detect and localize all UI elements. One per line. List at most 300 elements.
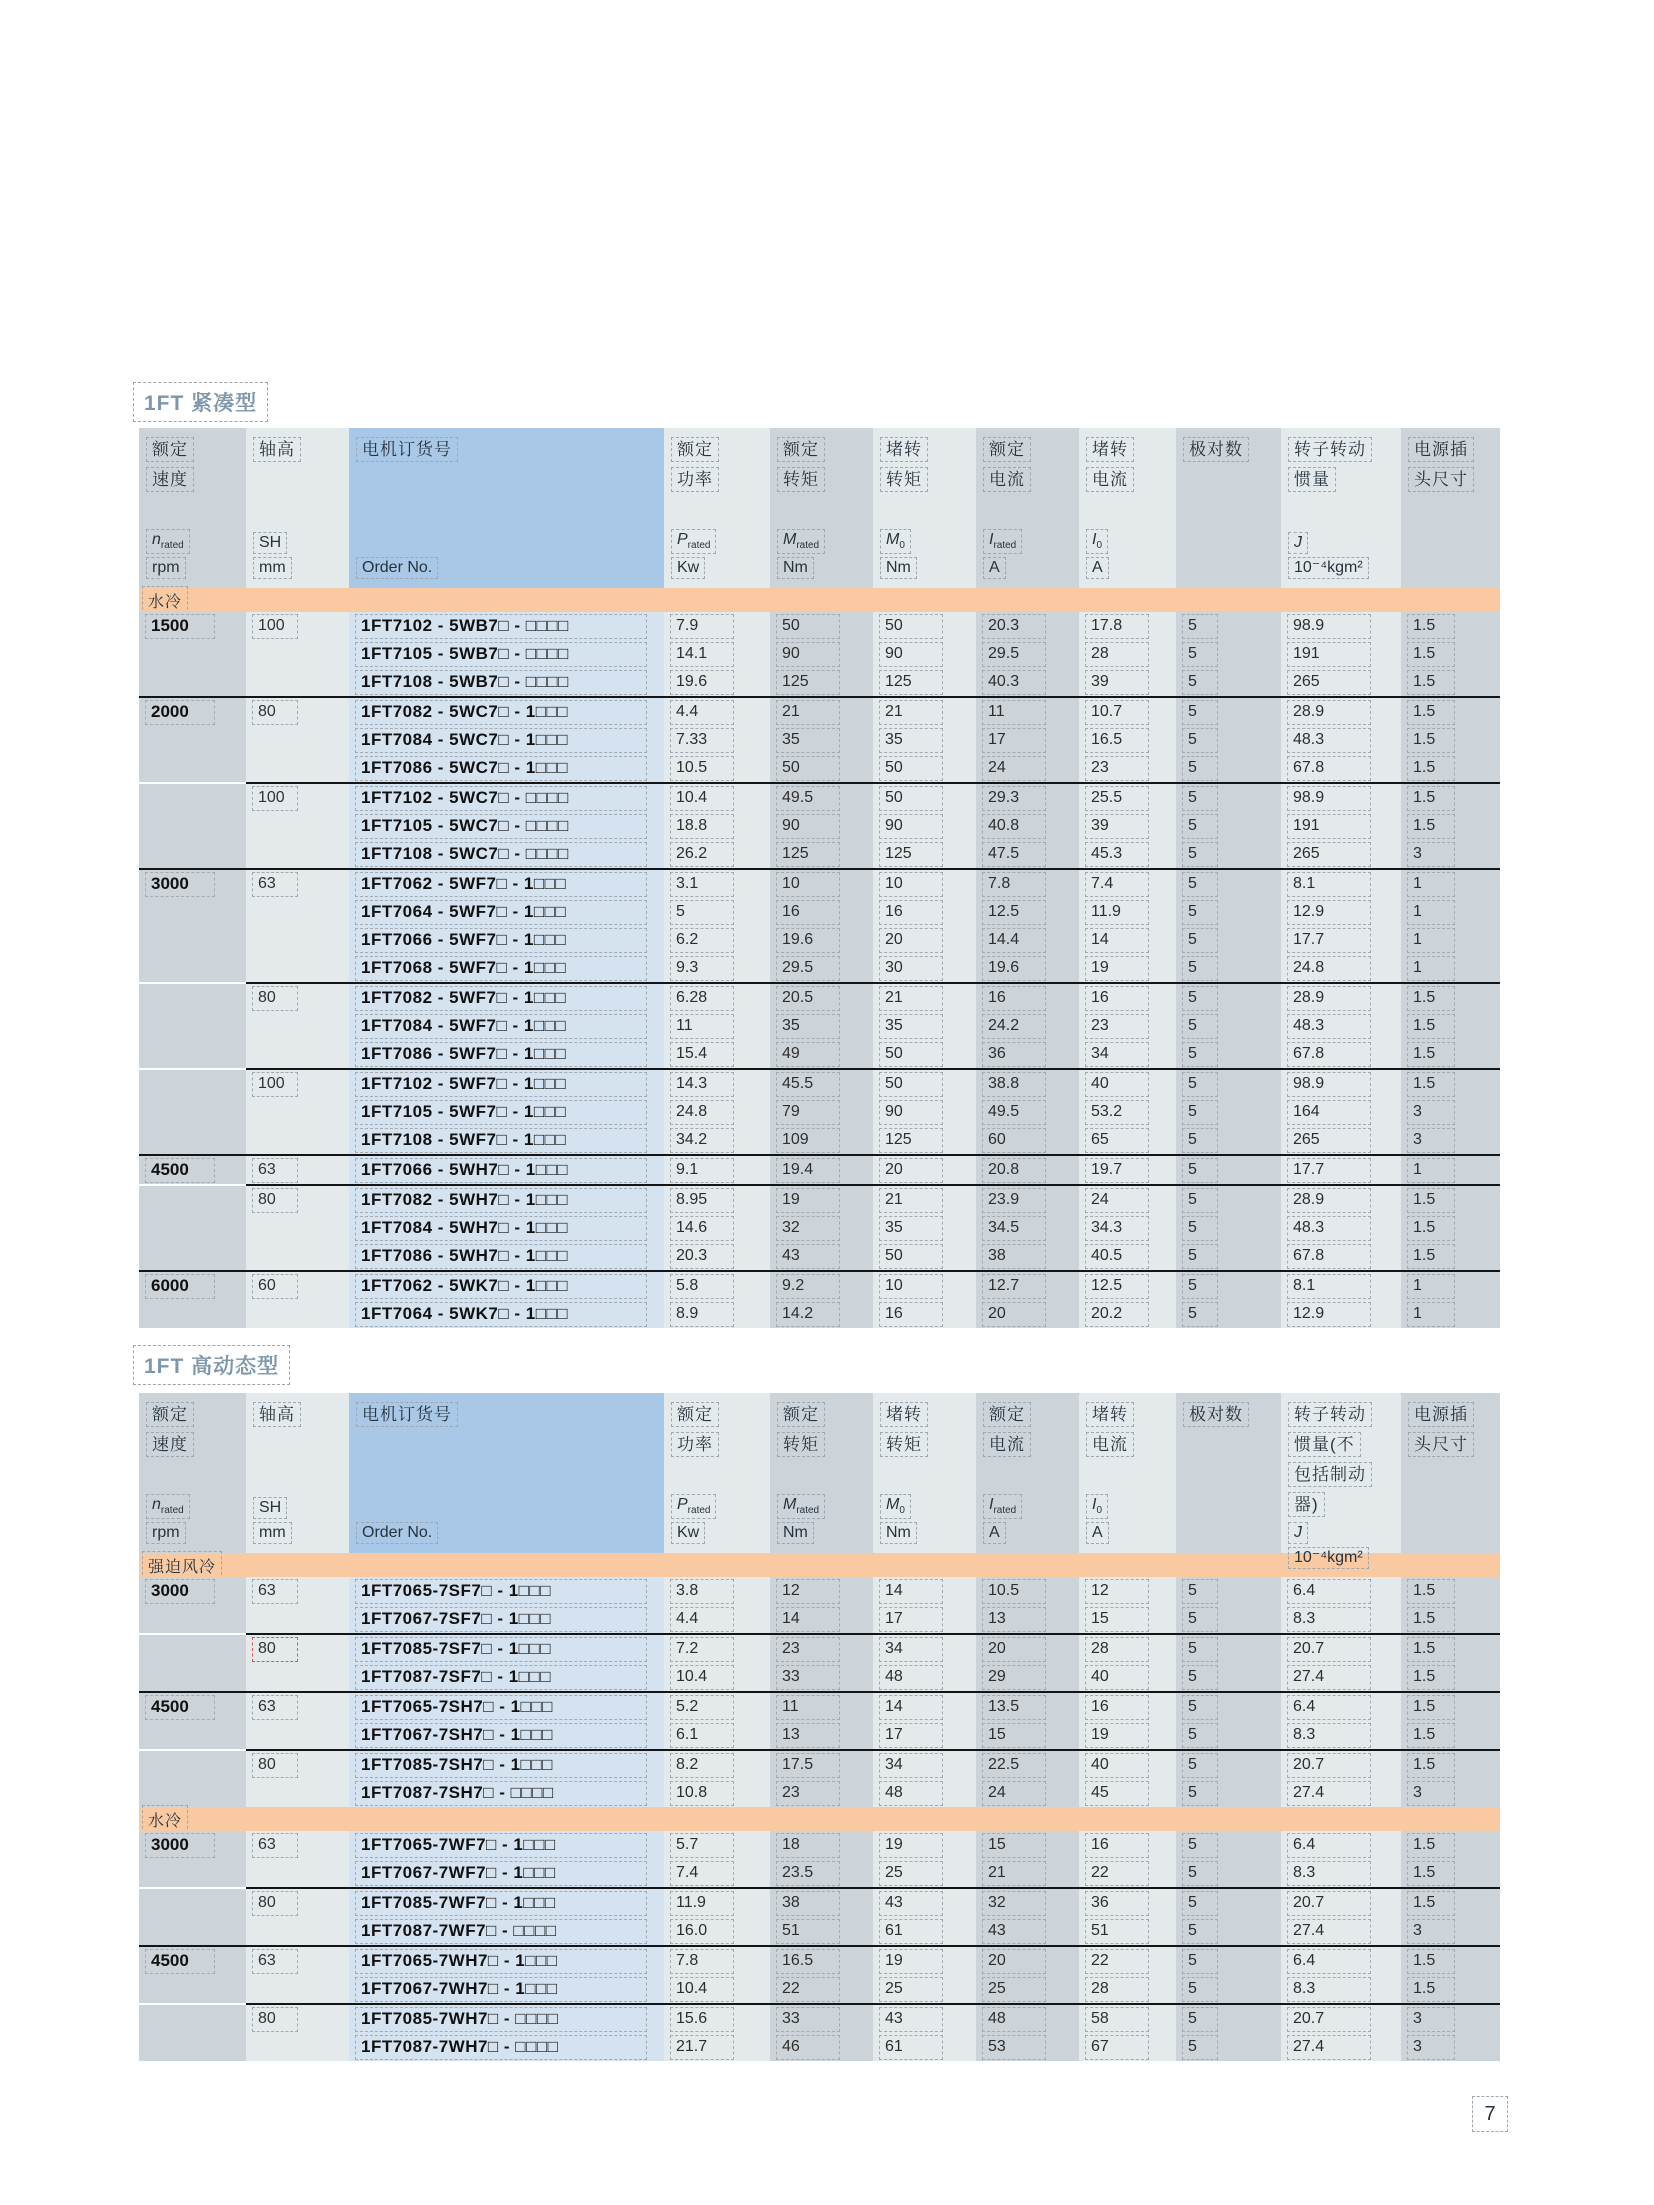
table-cell xyxy=(1079,726,1176,754)
order-no-value: 1FT7068 - 5WF7□ - 1□□□ xyxy=(355,956,647,981)
header-label-zh xyxy=(253,1402,347,1432)
table-cell xyxy=(139,668,246,696)
table-cell xyxy=(246,1721,349,1749)
spec-value: 24 xyxy=(982,756,1046,781)
spec-value: 14 xyxy=(776,1607,840,1632)
header-zh-text: 轴高 xyxy=(253,1402,301,1427)
spec-value: 9.1 xyxy=(670,1158,734,1183)
spec-value: 90 xyxy=(879,814,943,839)
spec-value: 1.5 xyxy=(1407,1244,1455,1269)
table-cell xyxy=(1281,1156,1401,1184)
table-cell xyxy=(664,1577,770,1605)
table-cell xyxy=(976,2005,1079,2033)
header-label-zh xyxy=(1086,437,1174,497)
spec-value: 1.5 xyxy=(1407,1891,1455,1916)
table-cell xyxy=(139,1663,246,1691)
table-row xyxy=(139,2033,1500,2061)
table-row xyxy=(139,668,1500,696)
table-row xyxy=(139,726,1500,754)
speed-value: 6000 xyxy=(145,1274,215,1299)
table-cell xyxy=(770,898,873,926)
spec-value: 5 xyxy=(1182,1014,1218,1039)
table-cell xyxy=(976,698,1079,726)
table-cell xyxy=(139,898,246,926)
spec-value: 19.4 xyxy=(776,1158,840,1183)
table-cell xyxy=(139,1577,246,1605)
order-no-value: 1FT7064 - 5WF7□ - 1□□□ xyxy=(355,900,647,925)
table-cell xyxy=(770,1975,873,2003)
header-zh-text: 电流 xyxy=(983,467,1031,492)
table-row xyxy=(139,1917,1500,1945)
spec-value: 50 xyxy=(879,1244,943,1269)
table-cell xyxy=(1176,1040,1281,1068)
table-cell xyxy=(664,668,770,696)
table-cell xyxy=(139,1186,246,1214)
spec-value: 8.3 xyxy=(1287,1861,1371,1886)
spec-value: 12.5 xyxy=(1085,1274,1149,1299)
table-cell xyxy=(246,612,349,640)
spec-value: 61 xyxy=(879,2035,943,2060)
table-cell xyxy=(664,1272,770,1300)
spec-value: 1.5 xyxy=(1407,1607,1455,1632)
table-cell xyxy=(1281,612,1401,640)
table-cell xyxy=(976,1859,1079,1887)
header-unit: A xyxy=(1086,557,1109,579)
table-cell xyxy=(1401,754,1500,782)
table-cell xyxy=(976,870,1079,898)
table-cell xyxy=(246,1947,349,1975)
spec-value: 7.2 xyxy=(670,1637,734,1662)
table-cell xyxy=(1401,1917,1500,1945)
table-cell xyxy=(976,1751,1079,1779)
table-cell xyxy=(349,1635,664,1663)
table-cell xyxy=(976,1186,1079,1214)
spec-value: 27.4 xyxy=(1287,2035,1371,2060)
header-label-zh xyxy=(1408,437,1498,497)
spec-value: 15.6 xyxy=(670,2007,734,2032)
spec-value: 1 xyxy=(1407,1302,1455,1327)
order-no-value: 1FT7102 - 5WB7□ - □□□□ xyxy=(355,614,647,639)
table-row xyxy=(139,1663,1500,1691)
header-zh-text: 额定 xyxy=(777,1402,825,1427)
table-cell xyxy=(1281,1214,1401,1242)
order-no-value: 1FT7065-7SF7□ - 1□□□ xyxy=(355,1579,647,1604)
table-cell xyxy=(1401,870,1500,898)
table-cell xyxy=(1176,754,1281,782)
table-cell xyxy=(1281,726,1401,754)
table-cell xyxy=(664,784,770,812)
spec-value: 1.5 xyxy=(1407,1977,1455,2002)
order-no-value: 1FT7108 - 5WB7□ - □□□□ xyxy=(355,670,647,695)
table-cell xyxy=(873,612,976,640)
spec-value: 25 xyxy=(879,1977,943,2002)
header-zh-text: 堵转 xyxy=(1086,437,1134,462)
order-no-value: 1FT7087-7SF7□ - 1□□□ xyxy=(355,1665,647,1690)
header-symbol: Order No. xyxy=(356,557,438,579)
table-cell xyxy=(139,1859,246,1887)
spec-value: 1 xyxy=(1407,1274,1455,1299)
table-row xyxy=(139,1889,1500,1917)
spec-value: 17.5 xyxy=(776,1753,840,1778)
speed-value: 4500 xyxy=(145,1949,215,1974)
spec-value: 7.8 xyxy=(982,872,1046,897)
spec-value: 5 xyxy=(1182,1274,1218,1299)
header-symbols xyxy=(253,1497,347,1547)
spec-value: 5 xyxy=(1182,928,1218,953)
table-cell xyxy=(139,1947,246,1975)
spec-value: 33 xyxy=(776,2007,840,2032)
table-cell xyxy=(1281,1635,1401,1663)
table-cell xyxy=(1079,698,1176,726)
spec-value: 3.1 xyxy=(670,872,734,897)
table-cell xyxy=(139,954,246,982)
table-cell xyxy=(1401,1070,1500,1098)
spec-value: 18 xyxy=(776,1833,840,1858)
table-cell xyxy=(873,984,976,1012)
section-label: 水冷 xyxy=(142,1805,188,1834)
spec-value: 5 xyxy=(1182,756,1218,781)
spec-value: 1.5 xyxy=(1407,1188,1455,1213)
order-no-value: 1FT7067-7WH7□ - 1□□□ xyxy=(355,1977,647,2002)
spec-value: 67 xyxy=(1085,2035,1149,2060)
spec-value: 11 xyxy=(982,700,1046,725)
header-symbols xyxy=(1288,532,1399,582)
table-cell xyxy=(349,612,664,640)
table-cell xyxy=(873,1242,976,1270)
spec-value: 10 xyxy=(776,872,840,897)
table-cell xyxy=(1079,1605,1176,1633)
table-cell xyxy=(139,1040,246,1068)
shaft-height-value: 63 xyxy=(252,1579,298,1604)
header-label-zh xyxy=(1408,1402,1498,1462)
header-cell xyxy=(1079,1393,1176,1553)
table-row xyxy=(139,1156,1500,1184)
table-cell xyxy=(664,1831,770,1859)
header-label-zh xyxy=(1183,1402,1279,1432)
table-cell xyxy=(139,1917,246,1945)
table-cell xyxy=(1176,984,1281,1012)
spec-value: 17 xyxy=(879,1723,943,1748)
table-cell xyxy=(873,954,976,982)
spec-value: 14 xyxy=(879,1579,943,1604)
spec-value: 1.5 xyxy=(1407,728,1455,753)
header-cell xyxy=(1401,1393,1500,1553)
spec-value: 6.28 xyxy=(670,986,734,1011)
table-cell xyxy=(1079,1635,1176,1663)
table-cell xyxy=(873,1779,976,1807)
header-label-zh xyxy=(1086,1402,1174,1462)
table-cell xyxy=(246,2005,349,2033)
spec-value: 1.5 xyxy=(1407,700,1455,725)
shaft-height-value: 80 xyxy=(252,700,298,725)
spec-value: 20 xyxy=(982,1637,1046,1662)
header-zh-text: 额定 xyxy=(146,1402,194,1427)
table-cell xyxy=(664,898,770,926)
speed-group xyxy=(139,1270,1500,1328)
table-cell xyxy=(1079,754,1176,782)
table-cell xyxy=(139,1156,246,1184)
order-no-value: 1FT7085-7SH7□ - 1□□□ xyxy=(355,1753,647,1778)
table-cell xyxy=(1401,1577,1500,1605)
header-zh-text: 堵转 xyxy=(880,1402,928,1427)
spec-value: 98.9 xyxy=(1287,614,1371,639)
table-cell xyxy=(770,926,873,954)
table-cell xyxy=(873,1098,976,1126)
spec-value: 10 xyxy=(879,1274,943,1299)
spec-value: 40.3 xyxy=(982,670,1046,695)
spec-value: 11.9 xyxy=(670,1891,734,1916)
table-cell xyxy=(246,784,349,812)
table-cell xyxy=(246,1098,349,1126)
spec-value: 40.5 xyxy=(1085,1244,1149,1269)
header-symbols xyxy=(146,1494,244,1547)
order-no-value: 1FT7086 - 5WF7□ - 1□□□ xyxy=(355,1042,647,1067)
header-zh-text: 堵转 xyxy=(1086,1402,1134,1427)
spec-value: 125 xyxy=(776,842,840,867)
table-cell xyxy=(1079,1693,1176,1721)
shaft-height-value: 80 xyxy=(252,1753,298,1778)
spec-value: 10.4 xyxy=(670,786,734,811)
table-cell xyxy=(664,640,770,668)
spec-value: 3 xyxy=(1407,1100,1455,1125)
table-cell xyxy=(1079,1070,1176,1098)
table-row xyxy=(139,754,1500,782)
table-cell xyxy=(770,784,873,812)
table-cell xyxy=(139,1242,246,1270)
table-cell xyxy=(1281,984,1401,1012)
table-cell xyxy=(139,754,246,782)
table-cell xyxy=(873,640,976,668)
spec-value: 5 xyxy=(1182,1781,1218,1806)
spec-value: 5 xyxy=(1182,986,1218,1011)
table-cell xyxy=(349,1098,664,1126)
order-no-value: 1FT7064 - 5WK7□ - 1□□□ xyxy=(355,1302,647,1327)
table-cell xyxy=(873,1721,976,1749)
table-cell xyxy=(664,1186,770,1214)
spec-value: 5 xyxy=(1182,900,1218,925)
order-no-value: 1FT7108 - 5WF7□ - 1□□□ xyxy=(355,1128,647,1153)
spec-value: 1.5 xyxy=(1407,614,1455,639)
order-no-value: 1FT7082 - 5WH7□ - 1□□□ xyxy=(355,1188,647,1213)
spec-value: 5 xyxy=(1182,1637,1218,1662)
order-no-value: 1FT7108 - 5WC7□ - □□□□ xyxy=(355,842,647,867)
spec-value: 1.5 xyxy=(1407,1753,1455,1778)
table-cell xyxy=(976,812,1079,840)
spec-value: 25 xyxy=(879,1861,943,1886)
spec-value: 34.2 xyxy=(670,1128,734,1153)
table-cell xyxy=(1281,954,1401,982)
table-cell xyxy=(1176,1947,1281,1975)
table-row xyxy=(139,1947,1500,1975)
table-cell xyxy=(349,926,664,954)
header-label-zh xyxy=(777,1402,871,1462)
table-cell xyxy=(246,1272,349,1300)
section-label: 水冷 xyxy=(142,586,188,615)
spec-value: 90 xyxy=(879,1100,943,1125)
shaft-height-value: 100 xyxy=(252,786,298,811)
spec-value: 34 xyxy=(1085,1042,1149,1067)
table-cell xyxy=(976,726,1079,754)
table-cell xyxy=(1401,698,1500,726)
table-cell xyxy=(1401,668,1500,696)
table-cell xyxy=(873,1663,976,1691)
table-row xyxy=(139,1831,1500,1859)
table-cell xyxy=(664,1693,770,1721)
spec-value: 67.8 xyxy=(1287,1042,1371,1067)
spec-value: 13 xyxy=(776,1723,840,1748)
spec-value: 50 xyxy=(879,1042,943,1067)
table-cell xyxy=(1401,1214,1500,1242)
table-cell xyxy=(873,726,976,754)
table-cell xyxy=(770,1300,873,1328)
table-cell xyxy=(664,870,770,898)
table-row xyxy=(139,1975,1500,2003)
spec-value: 45 xyxy=(1085,1781,1149,1806)
spec-value: 11 xyxy=(670,1014,734,1039)
spec-value: 6.2 xyxy=(670,928,734,953)
table-cell xyxy=(664,812,770,840)
table-cell xyxy=(976,1721,1079,1749)
spec-value: 15 xyxy=(982,1723,1046,1748)
table-cell xyxy=(1281,1751,1401,1779)
table-cell xyxy=(664,1751,770,1779)
spec-value: 17 xyxy=(982,728,1046,753)
spec-value: 43 xyxy=(879,2007,943,2032)
table-cell xyxy=(1176,870,1281,898)
section-band xyxy=(139,1807,1500,1831)
spec-value: 28 xyxy=(1085,1637,1149,1662)
table-cell xyxy=(139,926,246,954)
table-cell xyxy=(139,870,246,898)
spec-value: 20.3 xyxy=(982,614,1046,639)
header-unit: Nm xyxy=(777,557,814,579)
spec-value: 28.9 xyxy=(1287,986,1371,1011)
table-cell xyxy=(1281,784,1401,812)
table-cell xyxy=(139,1214,246,1242)
table-cell xyxy=(1079,1975,1176,2003)
header-symbols xyxy=(777,1494,871,1547)
spec-value: 49.5 xyxy=(982,1100,1046,1125)
table-cell xyxy=(1281,1663,1401,1691)
table-cell xyxy=(1401,1635,1500,1663)
spec-value: 45.3 xyxy=(1085,842,1149,867)
table-cell xyxy=(1281,1242,1401,1270)
spec-value: 16 xyxy=(776,900,840,925)
spec-value: 48 xyxy=(879,1781,943,1806)
spec-value: 10.5 xyxy=(982,1579,1046,1604)
header-cell xyxy=(1176,1393,1281,1553)
shaft-height-value: 80 xyxy=(252,1637,298,1662)
table-cell xyxy=(1079,640,1176,668)
header-cell xyxy=(1281,428,1401,588)
table-cell xyxy=(246,1040,349,1068)
table-cell xyxy=(1176,898,1281,926)
table-cell xyxy=(1281,640,1401,668)
spec-value: 4.4 xyxy=(670,700,734,725)
header-symbols xyxy=(671,529,768,582)
spec-value: 8.95 xyxy=(670,1188,734,1213)
shaft-height-value: 63 xyxy=(252,1833,298,1858)
spec-value: 32 xyxy=(982,1891,1046,1916)
spec-value: 34.3 xyxy=(1085,1216,1149,1241)
table-row xyxy=(139,1040,1500,1068)
header-zh-text: 电源插 xyxy=(1408,437,1474,462)
spec-value: 5 xyxy=(1182,1042,1218,1067)
table-cell xyxy=(139,1975,246,2003)
spec-value: 16 xyxy=(1085,1695,1149,1720)
spec-value: 36 xyxy=(982,1042,1046,1067)
table-cell xyxy=(1079,1186,1176,1214)
table-row xyxy=(139,812,1500,840)
table-cell xyxy=(1281,1012,1401,1040)
spec-value: 5.2 xyxy=(670,1695,734,1720)
table-cell xyxy=(1176,1975,1281,2003)
table-cell xyxy=(1176,1156,1281,1184)
table-cell xyxy=(1176,1721,1281,1749)
table-cell xyxy=(770,2033,873,2061)
spec-value: 20.7 xyxy=(1287,1637,1371,1662)
header-label-zh xyxy=(777,437,871,497)
table-cell xyxy=(246,1859,349,1887)
spec-value: 5 xyxy=(1182,728,1218,753)
header-zh-text: 电机订货号 xyxy=(356,437,458,462)
spec-value: 10 xyxy=(879,872,943,897)
table-cell xyxy=(770,1186,873,1214)
table-cell xyxy=(1401,984,1500,1012)
spec-value: 20.7 xyxy=(1287,2007,1371,2032)
table-cell xyxy=(1401,926,1500,954)
table-cell xyxy=(1281,1889,1401,1917)
table-row xyxy=(139,984,1500,1012)
speed-group xyxy=(139,1945,1500,2061)
table-cell xyxy=(1079,1577,1176,1605)
table-cell xyxy=(246,1186,349,1214)
spec-value: 19 xyxy=(1085,956,1149,981)
order-no-value: 1FT7105 - 5WF7□ - 1□□□ xyxy=(355,1100,647,1125)
table-cell xyxy=(1079,898,1176,926)
spec-value: 16 xyxy=(1085,986,1149,1011)
header-cell xyxy=(246,1393,349,1553)
table-cell xyxy=(664,1214,770,1242)
table-cell xyxy=(664,726,770,754)
table-cell xyxy=(1079,1126,1176,1154)
shaft-height-value: 63 xyxy=(252,1158,298,1183)
table-cell xyxy=(873,1947,976,1975)
order-no-value: 1FT7062 - 5WK7□ - 1□□□ xyxy=(355,1274,647,1299)
table-cell xyxy=(246,1126,349,1154)
spec-value: 8.1 xyxy=(1287,1274,1371,1299)
table-cell xyxy=(664,1889,770,1917)
header-symbols xyxy=(146,529,244,582)
spec-value: 21 xyxy=(776,700,840,725)
table-cell xyxy=(246,1012,349,1040)
table-cell xyxy=(873,1070,976,1098)
table-cell xyxy=(873,754,976,782)
spec-value: 22 xyxy=(776,1977,840,2002)
spec-value: 191 xyxy=(1287,642,1371,667)
table-cell xyxy=(349,1859,664,1887)
table-cell xyxy=(976,1098,1079,1126)
header-cell xyxy=(139,428,246,588)
speed-value: 3000 xyxy=(145,1833,215,1858)
spec-value: 50 xyxy=(879,756,943,781)
spec-value: 38.8 xyxy=(982,1072,1046,1097)
table-cell xyxy=(1176,698,1281,726)
header-zh-text: 速度 xyxy=(146,1432,194,1457)
table-cell xyxy=(246,812,349,840)
table-cell xyxy=(246,1779,349,1807)
table-cell xyxy=(1176,1693,1281,1721)
